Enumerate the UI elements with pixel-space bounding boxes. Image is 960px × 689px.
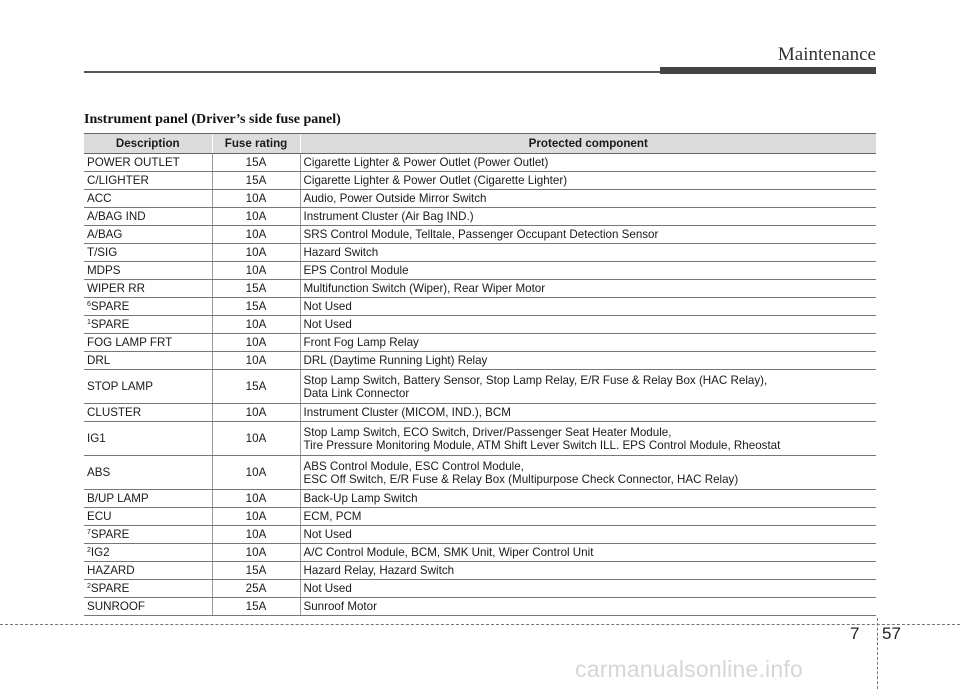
protected-component xyxy=(300,544,876,562)
fuse-description xyxy=(84,226,212,244)
chapter-number: 7 xyxy=(850,624,860,643)
protected-component xyxy=(300,334,876,352)
table-row xyxy=(84,280,876,298)
protected-component-line: DRL (Daytime Running Light) Relay xyxy=(303,354,488,367)
column-header-protected-component: Protected component xyxy=(300,134,876,154)
protected-component xyxy=(300,262,876,280)
fuse-description-label: C/LIGHTER xyxy=(87,174,149,187)
protected-component-line: Hazard Switch xyxy=(303,246,379,259)
fuse-rating: 10A xyxy=(212,526,300,544)
protected-component xyxy=(300,244,876,262)
protected-component-line: Audio, Power Outside Mirror Switch xyxy=(303,192,487,205)
protected-component-line: Not Used xyxy=(303,582,352,595)
protected-component-line: Data Link Connector xyxy=(303,386,410,400)
protected-component-line: Instrument Cluster (MICOM, IND.), BCM xyxy=(303,406,511,419)
fuse-rating: 10A xyxy=(212,262,300,280)
fuse-description xyxy=(84,334,212,352)
table-row xyxy=(84,598,876,616)
table-row xyxy=(84,508,876,526)
fuse-rating: 15A xyxy=(212,598,300,616)
fuse-description xyxy=(84,404,212,422)
fuse-description xyxy=(84,298,212,316)
fuse-description-label: SPARE xyxy=(90,582,130,595)
table-row xyxy=(84,172,876,190)
table-row xyxy=(84,190,876,208)
header-rule xyxy=(84,71,660,73)
fuse-description xyxy=(84,172,212,190)
fuse-description xyxy=(84,280,212,298)
protected-component xyxy=(300,316,876,334)
fuse-description-label: POWER OUTLET xyxy=(87,156,180,169)
protected-component-line: Stop Lamp Switch, Battery Sensor, Stop Lamp Relay, E/R Fuse & Relay Box (HAC Relay), xyxy=(303,373,768,387)
fuse-rating: 10A xyxy=(212,508,300,526)
protected-component-line: Not Used xyxy=(303,528,352,541)
fuse-description-label: FOG LAMP FRT xyxy=(87,336,173,349)
fuse-rating: 10A xyxy=(212,544,300,562)
fuse-description-label: A/BAG xyxy=(87,228,123,241)
protected-component-line: Not Used xyxy=(303,300,352,313)
fuse-description-label: ABS xyxy=(87,466,111,479)
table-header-row xyxy=(84,134,876,154)
fuse-description xyxy=(84,562,212,580)
protected-component-line: Not Used xyxy=(303,318,352,331)
table-row xyxy=(84,370,876,404)
protected-component xyxy=(300,352,876,370)
fuse-note-marker: 7 xyxy=(87,529,91,536)
fuse-description xyxy=(84,316,212,334)
table-row xyxy=(84,208,876,226)
protected-component-line: EPS Control Module xyxy=(303,264,409,277)
section-header-title: Maintenance xyxy=(777,44,876,65)
fuse-description xyxy=(84,370,212,404)
fuse-description-label: SUNROOF xyxy=(87,600,145,613)
protected-component xyxy=(300,280,876,298)
fuse-description-label: HAZARD xyxy=(87,564,135,577)
fuse-rating: 10A xyxy=(212,190,300,208)
fuse-description-label: SPARE xyxy=(90,318,130,331)
fuse-description-label: WIPER RR xyxy=(87,282,145,295)
fuse-description xyxy=(84,190,212,208)
page-number: 57 xyxy=(882,624,901,643)
table-row xyxy=(84,244,876,262)
table-row xyxy=(84,154,876,172)
protected-component-line: Stop Lamp Switch, ECO Switch, Driver/Passenger Seat Heater Module, xyxy=(303,425,672,439)
fuse-rating: 10A xyxy=(212,208,300,226)
fuse-note-marker: 1 xyxy=(87,319,91,326)
protected-component xyxy=(300,422,876,456)
table-row xyxy=(84,580,876,598)
protected-component xyxy=(300,456,876,490)
fuse-description-label: IG1 xyxy=(87,432,106,445)
fuse-rating: 10A xyxy=(212,334,300,352)
fuse-description-label: DRL xyxy=(87,354,111,367)
fuse-rating: 10A xyxy=(212,422,300,456)
table-row xyxy=(84,352,876,370)
fuse-rating: 10A xyxy=(212,352,300,370)
fuse-rating: 25A xyxy=(212,580,300,598)
table-row xyxy=(84,422,876,456)
table-row xyxy=(84,298,876,316)
protected-component xyxy=(300,404,876,422)
footer-divider xyxy=(877,618,878,689)
fuse-note-marker: 2 xyxy=(87,547,91,554)
protected-component xyxy=(300,298,876,316)
table-row xyxy=(84,562,876,580)
fuse-description xyxy=(84,244,212,262)
protected-component xyxy=(300,172,876,190)
fuse-description xyxy=(84,352,212,370)
protected-component-line: Sunroof Motor xyxy=(303,600,377,613)
protected-component-line: ABS Control Module, ESC Control Module, xyxy=(303,459,524,473)
fuse-description xyxy=(84,262,212,280)
protected-component xyxy=(300,562,876,580)
protected-component xyxy=(300,526,876,544)
table-row xyxy=(84,404,876,422)
fuse-description xyxy=(84,598,212,616)
fuse-table xyxy=(84,133,876,616)
fuse-description xyxy=(84,456,212,490)
protected-component-line: SRS Control Module, Telltale, Passenger Occupant Detection Sensor xyxy=(303,228,659,241)
fuse-description-label: T/SIG xyxy=(87,246,118,259)
table-row xyxy=(84,316,876,334)
protected-component-line: Instrument Cluster (Air Bag IND.) xyxy=(303,210,474,223)
table-row xyxy=(84,334,876,352)
protected-component xyxy=(300,370,876,404)
fuse-rating: 10A xyxy=(212,226,300,244)
footer-rule xyxy=(0,624,960,625)
fuse-description-label: ECU xyxy=(87,510,112,523)
fuse-note-marker: 2 xyxy=(87,583,91,590)
fuse-rating: 15A xyxy=(212,154,300,172)
fuse-description xyxy=(84,526,212,544)
protected-component-line: Multifunction Switch (Wiper), Rear Wiper Motor xyxy=(303,282,546,295)
header-bar xyxy=(660,67,876,74)
fuse-description-label: SPARE xyxy=(90,300,130,313)
protected-component xyxy=(300,490,876,508)
protected-component-line: ESC Off Switch, E/R Fuse & Relay Box (Multipurpose Check Connector, HAC Relay) xyxy=(303,472,739,486)
protected-component xyxy=(300,508,876,526)
fuse-note-marker: 6 xyxy=(87,301,91,308)
fuse-description xyxy=(84,154,212,172)
fuse-description-label: SPARE xyxy=(90,528,130,541)
column-header-description: Description xyxy=(84,134,212,154)
fuse-rating: 15A xyxy=(212,280,300,298)
fuse-rating: 10A xyxy=(212,244,300,262)
fuse-description xyxy=(84,544,212,562)
protected-component-line: Hazard Relay, Hazard Switch xyxy=(303,564,455,577)
fuse-description-label: IG2 xyxy=(90,546,110,559)
column-header-fuse-rating: Fuse rating xyxy=(212,134,300,154)
table-row xyxy=(84,262,876,280)
fuse-rating: 15A xyxy=(212,370,300,404)
fuse-rating: 10A xyxy=(212,490,300,508)
table-row xyxy=(84,226,876,244)
protected-component-line: Back-Up Lamp Switch xyxy=(303,492,418,505)
fuse-description-label: B/UP LAMP xyxy=(87,492,149,505)
protected-component xyxy=(300,580,876,598)
protected-component-line: Front Fog Lamp Relay xyxy=(303,336,419,349)
fuse-description xyxy=(84,208,212,226)
fuse-description-label: ACC xyxy=(87,192,112,205)
table-row xyxy=(84,490,876,508)
table-row xyxy=(84,544,876,562)
fuse-description-label: CLUSTER xyxy=(87,406,142,419)
fuse-description xyxy=(84,580,212,598)
fuse-description-label: STOP LAMP xyxy=(87,380,153,393)
fuse-description xyxy=(84,422,212,456)
protected-component xyxy=(300,154,876,172)
fuse-rating: 10A xyxy=(212,456,300,490)
table-row xyxy=(84,456,876,490)
fuse-rating: 10A xyxy=(212,316,300,334)
protected-component-line: Tire Pressure Monitoring Module, ATM Shift Lever Switch ILL. EPS Control Module, Rheostat xyxy=(303,438,781,452)
protected-component xyxy=(300,226,876,244)
protected-component xyxy=(300,190,876,208)
fuse-description-label: MDPS xyxy=(87,264,121,277)
protected-component-line: ECM, PCM xyxy=(303,510,362,523)
protected-component-line: Cigarette Lighter & Power Outlet (Power Outlet) xyxy=(303,156,549,169)
fuse-rating: 10A xyxy=(212,404,300,422)
protected-component-line: Cigarette Lighter & Power Outlet (Cigarette Lighter) xyxy=(303,174,568,187)
protected-component xyxy=(300,598,876,616)
page-title: Instrument panel (Driver’s side fuse panel) xyxy=(84,112,341,127)
fuse-rating: 15A xyxy=(212,172,300,190)
fuse-description xyxy=(84,508,212,526)
protected-component-line: A/C Control Module, BCM, SMK Unit, Wiper Control Unit xyxy=(303,546,594,559)
fuse-description xyxy=(84,490,212,508)
table-row xyxy=(84,526,876,544)
watermark: carmanualsonline.info xyxy=(575,656,803,682)
fuse-rating: 15A xyxy=(212,298,300,316)
fuse-description-label: A/BAG IND xyxy=(87,210,146,223)
protected-component xyxy=(300,208,876,226)
fuse-rating: 15A xyxy=(212,562,300,580)
